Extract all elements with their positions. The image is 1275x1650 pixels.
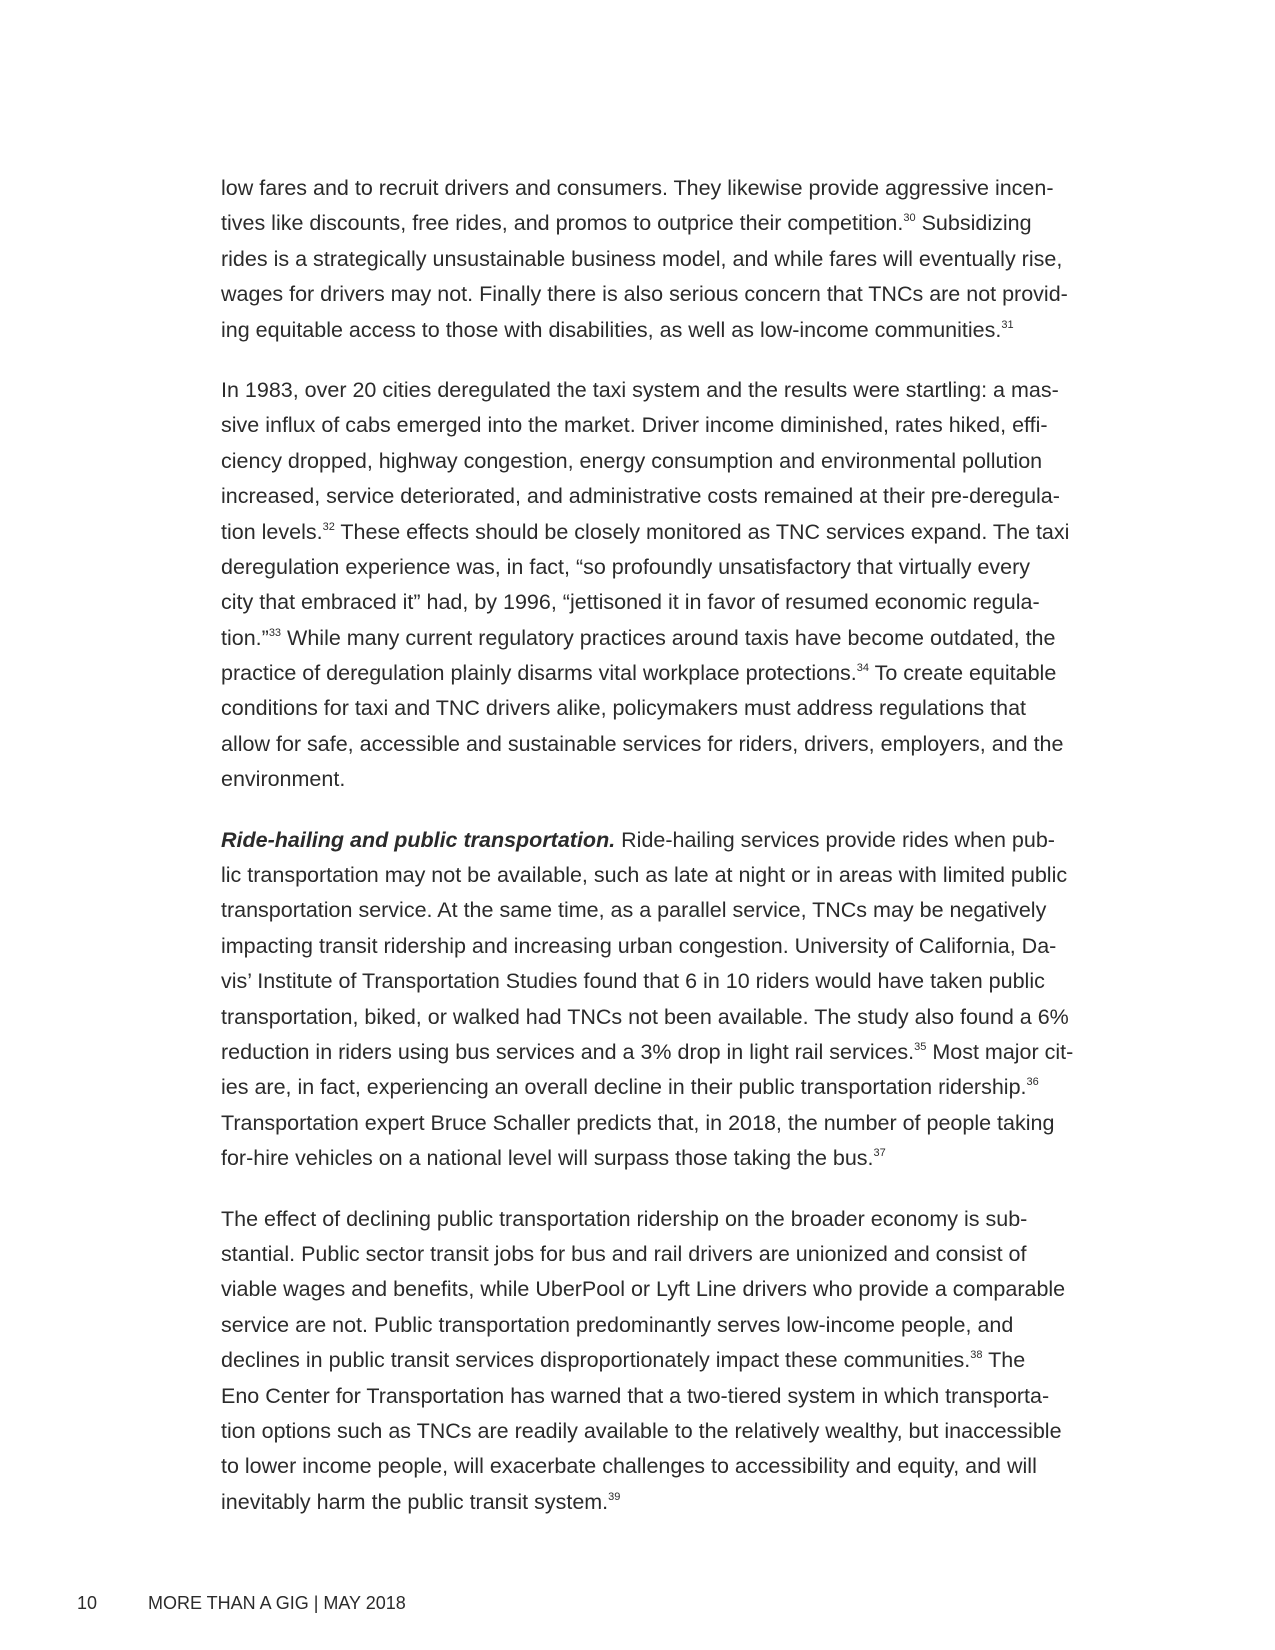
text-line	[221, 964, 1086, 999]
text-segment: These effects should be closely monitored as TNC services expand. The taxi	[334, 519, 1070, 544]
text-line	[221, 893, 1086, 928]
text-line	[221, 1202, 1086, 1237]
text-segment: to lower income people, will exacerbate challenges to accessibility and equity, and will	[221, 1454, 1037, 1479]
text-line	[221, 313, 1086, 348]
text-segment: stantial. Public sector transit jobs for bus and rail drivers are unionized and consist of	[221, 1241, 1027, 1266]
text-line	[221, 823, 1086, 858]
footnote-ref: 32	[322, 520, 335, 533]
text-segment: city that embraced it” had, by 1996, “jettisoned it in favor of resumed economic regula-	[221, 590, 1040, 615]
text-line	[221, 171, 1086, 206]
footnote-ref: 37	[873, 1147, 886, 1160]
text-line	[221, 515, 1086, 550]
text-line	[221, 1237, 1086, 1272]
text-segment: vis’ Institute of Transportation Studies found that 6 in 10 riders would have taken public	[221, 969, 1045, 994]
text-line	[221, 1106, 1086, 1141]
paragraph	[221, 823, 1086, 1177]
text-segment: lic transportation may not be available, such as late at night or in areas with limited public	[221, 863, 1068, 888]
footnote-ref: 31	[1001, 318, 1014, 331]
text-segment: Ride-hailing services provide rides when pub-	[615, 827, 1055, 852]
text-line	[221, 1035, 1086, 1070]
text-line	[221, 1414, 1086, 1449]
text-segment: To create equitable	[869, 661, 1057, 686]
text-line	[221, 1485, 1086, 1520]
text-segment: deregulation experience was, in fact, “so profoundly unsatisfactory that virtually every	[221, 554, 1031, 579]
text-segment: Most major cit-	[926, 1039, 1074, 1064]
text-segment: ing equitable access to those with disabilities, as well as low-income communities.	[221, 317, 1002, 342]
text-segment: tion options such as TNCs are readily available to the relatively wealthy, but inaccessible	[221, 1418, 1062, 1443]
footnote-ref: 30	[903, 212, 916, 225]
text-line	[221, 762, 1086, 797]
paragraph	[221, 171, 1086, 348]
text-line	[221, 656, 1086, 691]
footnote-ref: 38	[970, 1349, 983, 1362]
text-segment: tives like discounts, free rides, and promos to outprice their competition.	[221, 211, 904, 236]
text-line	[221, 479, 1086, 514]
text-segment: tion.”	[221, 625, 269, 650]
text-segment: ciency dropped, highway congestion, energy consumption and environmental pollution	[221, 448, 1043, 473]
text-segment: tion levels.	[221, 519, 323, 544]
text-line	[221, 1141, 1086, 1176]
text-segment: rides is a strategically unsustainable business model, and while fares will eventually rise,	[221, 246, 1063, 271]
text-segment: for-hire vehicles on a national level will surpass those taking the bus.	[221, 1146, 874, 1171]
text-line	[221, 691, 1086, 726]
text-segment: service are not. Public transportation predominantly serves low-income people, and	[221, 1312, 1014, 1337]
text-line	[221, 373, 1086, 408]
text-line	[221, 277, 1086, 312]
text-line	[221, 550, 1086, 585]
text-segment: viable wages and benefits, while UberPool or Lyft Line drivers who provide a comparable	[221, 1277, 1066, 1302]
text-line	[221, 929, 1086, 964]
text-line	[221, 1449, 1086, 1484]
text-segment: declines in public transit services disproportionately impact these communities.	[221, 1348, 971, 1373]
text-line	[221, 621, 1086, 656]
text-line	[221, 858, 1086, 893]
text-segment: The	[982, 1348, 1026, 1373]
text-segment: allow for safe, accessible and sustainable services for riders, drivers, employers, and the	[221, 731, 1064, 756]
text-line	[221, 1343, 1086, 1378]
text-line	[221, 1308, 1086, 1343]
text-segment: Transportation expert Bruce Schaller predicts that, in 2018, the number of people taking	[221, 1110, 1055, 1135]
page-number: 10	[77, 1593, 98, 1613]
text-segment: transportation, biked, or walked had TNCs not been available. The study also found a 6%	[221, 1004, 1069, 1029]
text-line	[221, 444, 1086, 479]
text-line	[221, 727, 1086, 762]
text-segment: sive influx of cabs emerged into the market. Driver income diminished, rates hiked, effi-	[221, 413, 1048, 438]
text-segment: inevitably harm the public transit system.	[221, 1489, 609, 1514]
text-segment: environment.	[221, 767, 346, 792]
text-segment: increased, service deteriorated, and administrative costs remained at their pre-deregula-	[221, 484, 1060, 509]
text-line	[221, 408, 1086, 443]
text-line	[221, 1272, 1086, 1307]
text-segment: low fares and to recruit drivers and consumers. They likewise provide aggressive incen-	[221, 176, 1054, 200]
text-segment: Subsidizing	[915, 211, 1032, 236]
text-segment: wages for drivers may not. Finally there is also serious concern that TNCs are not provid-	[221, 282, 1068, 307]
footnote-ref: 36	[1026, 1076, 1039, 1089]
text-line	[221, 1379, 1086, 1414]
text-segment: conditions for taxi and TNC drivers alike, policymakers must address regulations that	[221, 696, 1027, 721]
text-segment: While many current regulatory practices around taxis have become outdated, the	[281, 625, 1056, 650]
footer-title: MORE THAN A GIG | MAY 2018	[148, 1593, 406, 1613]
text-line	[221, 1000, 1086, 1035]
body-text	[221, 171, 1086, 1545]
section-lead-in: Ride-hailing and public transportation.	[221, 827, 616, 852]
text-segment: transportation service. At the same time, as a parallel service, TNCs may be negatively	[221, 898, 1047, 923]
footnote-ref: 34	[856, 662, 870, 675]
text-line	[221, 206, 1086, 241]
paragraph	[221, 373, 1086, 798]
text-segment: In 1983, over 20 cities deregulated the taxi system and the results were startling: a mas-	[221, 377, 1059, 402]
footnote-ref: 39	[608, 1490, 621, 1503]
text-line	[221, 585, 1086, 620]
text-line	[221, 1070, 1086, 1105]
text-segment: ies are, in fact, experiencing an overall decline in their public transportation ridership.	[221, 1075, 1027, 1100]
text-segment: practice of deregulation plainly disarms vital workplace protections.	[221, 661, 857, 686]
text-line	[221, 242, 1086, 277]
text-segment: The effect of declining public transportation ridership on the broader economy is sub-	[221, 1206, 1028, 1231]
footnote-ref: 33	[268, 626, 282, 639]
footnote-ref: 35	[914, 1040, 927, 1053]
text-segment: impacting transit ridership and increasing urban congestion. University of California, Da-	[221, 933, 1057, 958]
text-segment: Eno Center for Transportation has warned that a two-tiered system in which transporta-	[221, 1383, 1050, 1408]
text-segment: reduction in riders using bus services and a 3% drop in light rail services.	[221, 1039, 915, 1064]
paragraph	[221, 1202, 1086, 1521]
